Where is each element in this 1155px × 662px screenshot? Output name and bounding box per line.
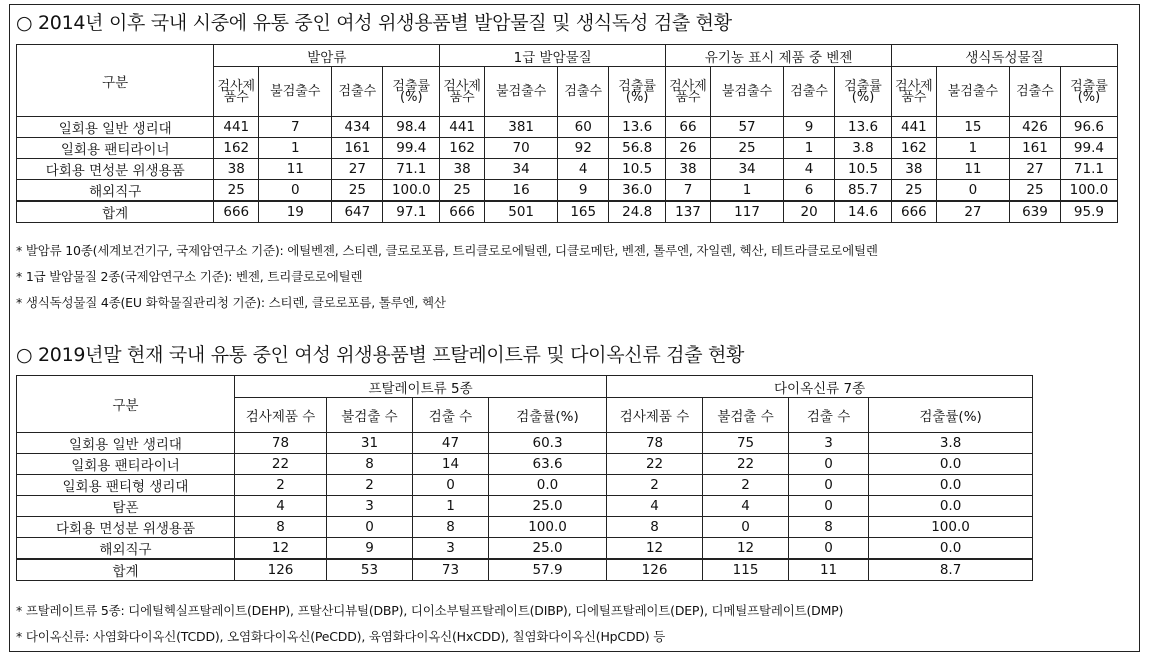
subcol-header: 검사제품수 (892, 67, 937, 117)
table-cell: 38 (892, 159, 937, 180)
table-cell: 3.8 (869, 433, 1033, 454)
group-header: 프탈레이트류 5종 (235, 376, 607, 398)
row-label: 일회용 팬티라이너 (17, 138, 214, 159)
subcol-header: 검출수 (558, 67, 609, 117)
row-label: 다회용 면성분 위생용품 (17, 159, 214, 180)
note: * 발암류 10종(세계보건기구, 국제암연구소 기준): 에틸벤젠, 스티렌, 클로로포름, 트리클로로에틸렌, 디클로메탄, 벤젠, 톨루엔, 자일렌, 헥산, 테트라클로로에틸렌 (16, 243, 878, 258)
table-cell: 7 (259, 117, 332, 138)
table-cell: 13.6 (835, 117, 892, 138)
table-cell: 31 (327, 433, 413, 454)
subcol-header: 검출수 (332, 67, 383, 117)
subcol-header: 불검출 수 (327, 398, 413, 433)
table-cell: 24.8 (609, 201, 666, 223)
table-row (17, 201, 1118, 223)
table-cell: 36.0 (609, 180, 666, 202)
carcinogen-table (16, 44, 1118, 223)
table-cell: 34 (710, 159, 783, 180)
table-cell: 0.0 (489, 475, 607, 496)
table-cell: 100.0 (869, 517, 1033, 538)
table-row (17, 433, 1033, 454)
table-cell: 63.6 (489, 454, 607, 475)
table-cell: 66 (666, 117, 711, 138)
table-cell: 434 (332, 117, 383, 138)
note: * 생식독성물질 4종(EU 화학물질관리청 기준): 스티렌, 클로로포름, 톨루엔, 헥산 (16, 295, 446, 310)
table-cell: 16 (485, 180, 558, 202)
table-cell: 12 (703, 538, 789, 560)
table-cell: 27 (332, 159, 383, 180)
table-cell: 162 (892, 138, 937, 159)
row-label: 합계 (17, 559, 235, 581)
note: * 1급 발암물질 2종(국제암연구소 기준): 벤젠, 트리클로로에틸렌 (16, 269, 363, 284)
table-cell: 22 (235, 454, 327, 475)
subcol-header: 검출률(%) (489, 398, 607, 433)
table-row (17, 180, 1118, 202)
subcol-header: 검출률(%) (835, 67, 892, 117)
table-cell: 3 (789, 433, 869, 454)
table-cell: 126 (235, 559, 327, 581)
table-cell: 441 (892, 117, 937, 138)
table-row (17, 538, 1033, 560)
table-cell: 14 (413, 454, 489, 475)
row-label: 해외직구 (17, 538, 235, 560)
subcol-header: 검출률(%) (609, 67, 666, 117)
table-cell: 26 (666, 138, 711, 159)
table-cell: 19 (259, 201, 332, 223)
table-cell: 4 (235, 496, 327, 517)
table-cell: 4 (607, 496, 703, 517)
table-cell: 8 (413, 517, 489, 538)
table-cell: 38 (666, 159, 711, 180)
subcol-header: 불검출수 (485, 67, 558, 117)
table-row (17, 475, 1033, 496)
table-cell: 12 (607, 538, 703, 560)
group-header: 다이옥신류 7종 (607, 376, 1033, 398)
table-cell: 8 (789, 517, 869, 538)
table-cell: 25 (892, 180, 937, 202)
table-cell: 0 (789, 475, 869, 496)
table-cell: 639 (1010, 201, 1061, 223)
group-header: 유기농 표시 제품 중 벤젠 (666, 45, 892, 67)
table-cell: 92 (558, 138, 609, 159)
table-cell: 99.4 (1060, 138, 1117, 159)
table-cell: 0.0 (869, 496, 1033, 517)
table-cell: 100.0 (1060, 180, 1117, 202)
note: * 프탈레이트류 5종: 디에틸헥실프탈레이트(DEHP), 프탈산디뷰틸(DBP), 디이소부틸프탈레이트(DIBP), 디에틸프탈레이트(DEP), 디메틸프탈레이트(DMP) (16, 603, 844, 618)
table-row (17, 117, 1118, 138)
table-cell: 441 (440, 117, 485, 138)
row-label: 탐폰 (17, 496, 235, 517)
subcol-header: 검사제품수 (440, 67, 485, 117)
table-cell: 4 (703, 496, 789, 517)
group-header: 발암류 (214, 45, 440, 67)
table-cell: 100.0 (383, 180, 440, 202)
note: * 다이옥신류: 사염화다이옥신(TCDD), 오염화다이옥신(PeCDD), 육염화다이옥신(HxCDD), 칠염화다이옥신(HpCDD) 등 (16, 629, 666, 644)
table-cell: 7 (666, 180, 711, 202)
table-cell: 25 (332, 180, 383, 202)
table-cell: 1 (784, 138, 835, 159)
table-cell: 60 (558, 117, 609, 138)
table-row (17, 138, 1118, 159)
table-cell: 22 (607, 454, 703, 475)
table-cell: 70 (485, 138, 558, 159)
table-cell: 381 (485, 117, 558, 138)
table-cell: 426 (1010, 117, 1061, 138)
table-cell: 161 (1010, 138, 1061, 159)
table-cell: 100.0 (489, 517, 607, 538)
table-cell: 8 (327, 454, 413, 475)
table-cell: 25 (1010, 180, 1061, 202)
table-cell: 161 (332, 138, 383, 159)
table-cell: 9 (784, 117, 835, 138)
table-cell: 10.5 (835, 159, 892, 180)
table-cell: 9 (327, 538, 413, 560)
table-cell: 10.5 (609, 159, 666, 180)
subcol-header: 검출률(%) (383, 67, 440, 117)
table-cell: 27 (1010, 159, 1061, 180)
table-cell: 95.9 (1060, 201, 1117, 223)
subcol-header: 불검출수 (936, 67, 1009, 117)
table-cell: 0 (789, 454, 869, 475)
table-cell: 99.4 (383, 138, 440, 159)
phthalate-dioxin-table (16, 375, 1033, 581)
table-cell: 4 (558, 159, 609, 180)
table-cell: 117 (710, 201, 783, 223)
table-cell: 666 (892, 201, 937, 223)
table-cell: 73 (413, 559, 489, 581)
table-cell: 666 (214, 201, 259, 223)
table-cell: 3 (413, 538, 489, 560)
table-cell: 96.6 (1060, 117, 1117, 138)
table-row (17, 517, 1033, 538)
table-cell: 0 (789, 496, 869, 517)
subcol-header: 검출수 (1010, 67, 1061, 117)
table-cell: 97.1 (383, 201, 440, 223)
table-cell: 38 (440, 159, 485, 180)
subcol-header: 검출 수 (789, 398, 869, 433)
table-cell: 53 (327, 559, 413, 581)
table-cell: 2 (235, 475, 327, 496)
table-cell: 3 (327, 496, 413, 517)
table-cell: 115 (703, 559, 789, 581)
subcol-header: 검출수 (784, 67, 835, 117)
group-header: 생식독성물질 (892, 45, 1118, 67)
table-cell: 3.8 (835, 138, 892, 159)
table-cell: 56.8 (609, 138, 666, 159)
subcol-header: 검사제품수 (666, 67, 711, 117)
section1-title: ○ 2014년 이후 국내 시중에 유통 중인 여성 위생용품별 발암물질 및 생식독성 검출 현황 (16, 12, 732, 34)
table-cell: 98.4 (383, 117, 440, 138)
table-cell: 501 (485, 201, 558, 223)
table-cell: 85.7 (835, 180, 892, 202)
table-row (17, 159, 1118, 180)
subcol-header: 검출 수 (413, 398, 489, 433)
table-cell: 2 (607, 475, 703, 496)
row-label: 합계 (17, 201, 214, 223)
table-row (17, 559, 1033, 581)
subcol-header: 불검출수 (710, 67, 783, 117)
subcol-header: 검출률(%) (869, 398, 1033, 433)
table-cell: 0 (413, 475, 489, 496)
table-cell: 34 (485, 159, 558, 180)
subcol-header: 검출률(%) (1060, 67, 1117, 117)
header-gubun: 구분 (17, 376, 235, 433)
table-cell: 25.0 (489, 538, 607, 560)
row-label: 일회용 팬티라이너 (17, 454, 235, 475)
table-cell: 11 (259, 159, 332, 180)
table-row (17, 496, 1033, 517)
table-cell: 0 (327, 517, 413, 538)
table-cell: 71.1 (1060, 159, 1117, 180)
subcol-header: 불검출 수 (703, 398, 789, 433)
table-cell: 15 (936, 117, 1009, 138)
table-cell: 9 (558, 180, 609, 202)
table-cell: 57.9 (489, 559, 607, 581)
table-cell: 2 (327, 475, 413, 496)
table-cell: 57 (710, 117, 783, 138)
table-cell: 27 (936, 201, 1009, 223)
subcol-header: 검사제품수 (214, 67, 259, 117)
table-cell: 75 (703, 433, 789, 454)
table-cell: 162 (214, 138, 259, 159)
table-cell: 78 (235, 433, 327, 454)
table-cell: 38 (214, 159, 259, 180)
table-cell: 2 (703, 475, 789, 496)
subcol-header: 검사제품 수 (607, 398, 703, 433)
table-cell: 1 (413, 496, 489, 517)
table-cell: 0 (259, 180, 332, 202)
table-cell: 1 (710, 180, 783, 202)
section2-title: ○ 2019년말 현재 국내 유통 중인 여성 위생용품별 프탈레이트류 및 다이옥신류 검출 현황 (16, 344, 745, 366)
subcol-header: 불검출수 (259, 67, 332, 117)
table-cell: 6 (784, 180, 835, 202)
table-cell: 13.6 (609, 117, 666, 138)
table-cell: 1 (259, 138, 332, 159)
table-cell: 0 (789, 538, 869, 560)
table-cell: 8.7 (869, 559, 1033, 581)
table-cell: 8 (235, 517, 327, 538)
table-cell: 71.1 (383, 159, 440, 180)
table-cell: 8 (607, 517, 703, 538)
table-cell: 14.6 (835, 201, 892, 223)
row-label: 해외직구 (17, 180, 214, 202)
table-cell: 162 (440, 138, 485, 159)
table-cell: 22 (703, 454, 789, 475)
subcol-header: 검사제품 수 (235, 398, 327, 433)
table-cell: 0.0 (869, 538, 1033, 560)
table-cell: 666 (440, 201, 485, 223)
table-cell: 60.3 (489, 433, 607, 454)
table-cell: 25 (440, 180, 485, 202)
table-cell: 4 (784, 159, 835, 180)
table-cell: 47 (413, 433, 489, 454)
table-cell: 137 (666, 201, 711, 223)
row-label: 다회용 면성분 위생용품 (17, 517, 235, 538)
row-label: 일회용 일반 생리대 (17, 117, 214, 138)
table-cell: 0.0 (869, 475, 1033, 496)
table-cell: 0.0 (869, 454, 1033, 475)
table-cell: 647 (332, 201, 383, 223)
group-header: 1급 발암물질 (440, 45, 666, 67)
table-cell: 25 (710, 138, 783, 159)
row-label: 일회용 일반 생리대 (17, 433, 235, 454)
table-cell: 1 (936, 138, 1009, 159)
table-cell: 165 (558, 201, 609, 223)
table-cell: 11 (789, 559, 869, 581)
table-cell: 11 (936, 159, 1009, 180)
table-row (17, 454, 1033, 475)
table-cell: 12 (235, 538, 327, 560)
table-cell: 78 (607, 433, 703, 454)
table-cell: 441 (214, 117, 259, 138)
header-gubun: 구분 (17, 45, 214, 117)
table-cell: 0 (936, 180, 1009, 202)
table-cell: 25 (214, 180, 259, 202)
table-cell: 0 (703, 517, 789, 538)
row-label: 일회용 팬티형 생리대 (17, 475, 235, 496)
table-cell: 20 (784, 201, 835, 223)
table-cell: 25.0 (489, 496, 607, 517)
table-cell: 126 (607, 559, 703, 581)
